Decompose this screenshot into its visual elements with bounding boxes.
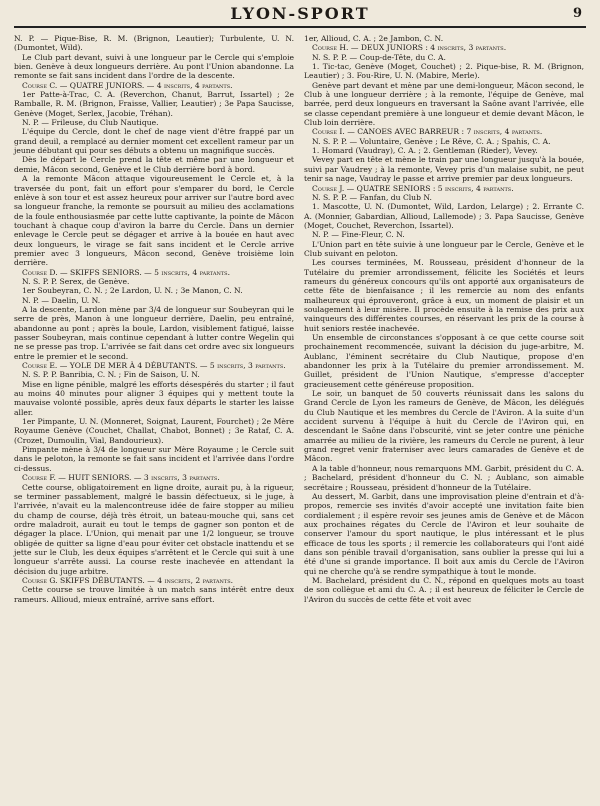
masthead: LYON-SPORT <box>230 4 370 23</box>
paragraph: Un ensemble de circonstances s'opposant à ce que cette course soit prochainement recommencée, suivant la décision du juge-arbitre, M. Aublanc, l'éminent secrétaire du Club Nautique, propose d'en abandonner les prix à la Tutélaire du premier arrondissement. M. Guillet, président de l'Union Nautique, s'empresse d'accepter gracieusement cette généreuse proposition. <box>304 333 584 389</box>
page-number: 9 <box>572 6 582 21</box>
paragraph: N. S. P. P. — Coup-de-Tête, du C. A. <box>312 52 446 62</box>
paragraph: Cette course, obligatoirement en ligne droite, aurait pu, à la rigueur, se terminer passablement, malgré le bassin défectueux, si le juge, à l'arrivée, n'avait eu la malencontreuse idée de faire stopper au milieu du champ de course, déjà très étroit, un bateau-mouche qui, sans cet ordre maladroit, aurait eu tout le temps de gagner son ponton et de dégager la place. L'Union, qui menait par une 1/2 longueur, se trouve obligée de quitter sa ligne d'eau pour éviter cet obstacle inattendu et se jette sur le Club, les deux équipes s'arrêtent et le Cercle qui suit à une longueur s'arrête aussi. La course reste inachevée en attendant la décision du juge arbitre. <box>14 482 294 576</box>
paragraph: N. P. — Daelin, U. N. <box>22 295 101 305</box>
paragraph: A la descente, Lardon mène par 3/4 de longueur sur Soubeyran qui le serre de près, Manon à une longueur derrière, Daelin, peu entraîné, abandonne au pont ; après la boule, Lardon, visiblement fatigué, laisse passer Soubeyran, mais continue cependant à lutter contre Wegelin qui ne se presse pas trop. L'arrivée se fait dans cet ordre avec six longueurs entre le premier et le second. <box>14 304 294 361</box>
right-column <box>304 34 584 604</box>
paragraph: A la remonte Mâcon attaque vigoureusement le Cercle et, à la traversée du pont, fait un effort pour s'emparer du bord, le Cercle enlève à son tour et est assez heureux pour arriver sur l'autre bord avec sa longueur franche, la remonte se poursuit au milieu des acclamations de la foule enthousiasmée par cette lutte captivante, la pointe de Mâcon touchant à chaque coup d'aviron la barre du Cercle. Dans un dernier enlevage le Cercle peut se dégager et arrive à la bouée en haut avec deux longueurs, le virage se fait sans incident et le Cercle arrive premier avec 3 longueurs, Mâcon second, Genève troisième loin derrière. <box>14 174 294 268</box>
course-heading: Course H. — DEUX JUNIORS : 4 inscrits, 3 partants. <box>312 43 507 53</box>
paragraph: Vevey part en tête et mène le train par une longueur jusqu'à la bouée, suivi par Vaudrey ; à la remonte, Vevey pris d'un malaise subit, ne peut tenir sa nage, Vaudray le passe et arrive premier par deux longueurs. <box>304 155 584 184</box>
course-heading: Course J. — QUATRE SENIORS : 5 inscrits, 4 partants. <box>312 183 514 193</box>
paragraph: A la table d'honneur, nous remarquons MM. Garbit, président du C. A. ; Bachelard, président d'honneur du C. N. ; Aublanc, son aimable secrétaire ; Rousseau, président d'honneur de la Tutélaire. <box>304 463 584 492</box>
paragraph: Les courses terminées, M. Rousseau, président d'honneur de la Tutélaire du premier arrondissement, félicite les Sociétés et leurs rameurs du généreux concours qu'ils ont apporté aux organisateurs de cette fête de bienfaisance ; il les remercie au nom des enfants malheureux qui éprouveront, grâce à eux, un moment de plaisir et un soulagement à leur misère. Il procède ensuite à la remise des prix aux vainqueurs des différentes courses, en réservant les prix de la course à huit seniors restée inachevée. <box>304 258 584 333</box>
paragraph: N. P. — Fine-Fleur, C. N. <box>312 230 405 240</box>
paragraph: Pimpante mène à 3/4 de longueur sur Mère Royaume ; le Cercle suit dans le peloton, la remonte se fait sans incident et l'arrivée dans l'ordre ci-dessus. <box>14 445 294 473</box>
paragraph: 1. Mascotte, U. N. (Dumontet, Wild, Lardon, Lelarge) ; 2. Errante C. A. (Monnier, Gabardian, Allioud, Lallemode) ; 3. Papa Saucisse, Genève (Moget, Couchet, Reverchon, Issartel). <box>304 202 584 230</box>
left-column <box>14 34 294 604</box>
paragraph: Genève part devant et mène par une demi-longueur, Mâcon second, le Club à une longueur derrière ; à la remonte, l'équipe de Genève, mal barrée, perd deux longueurs en traversant la Saône avant l'arrivée, elle se classe cependant première à une longueur et demie devant Mâcon, le Club loin derrière. <box>304 80 584 128</box>
paragraph: 1er Soubeyran, C. N. ; 2e Lardon, U. N. ; 3e Manon, C. N. <box>22 286 243 296</box>
paragraph: Le Club part devant, suivi à une longueur par le Cercle qui s'emploie bien. Genève à deux longueurs derrière. Au pont l'Union abandonne. La remonte se fait sans incident dans l'ordre de la descente. <box>14 52 294 81</box>
course-heading: Course I. — CANOES AVEC BARREUR : 7 inscrits, 4 partants. <box>312 127 543 137</box>
course-heading: Course G. SKIFFS DÉBUTANTS. — 4 inscrits, 2 partants. <box>22 575 234 585</box>
course-heading: Course E. — YOLE DE MER À 4 DÉBUTANTS. — 5 inscrits, 3 partants. <box>22 361 286 371</box>
paragraph: L'équipe du Cercle, dont le chef de nage vient d'être frappé par un grand deuil, a remplacé au dernier moment cet excellent rameur par un jeune débutant qui pour ses débuts a obtenu un magnifique succès. <box>14 127 294 156</box>
paragraph: L'Union part en tête suivie à une longueur par le Cercle, Genève et le Club suivant en peloton. <box>304 239 584 258</box>
paragraph: Le soir, un banquet de 50 couverts réunissait dans les salons du Grand Cercle de Lyon les rameurs de Genève, de Mâcon, les délégués du Club Nautique et les membres du Cercle de l'Aviron. A la suite d'un accident survenu à l'équipe à huit du Cercle de l'Aviron qui, en descendant le Saône dans l'obscurité, vint se jeter contre une péniche amarrée au milieu de la rivière, les rameurs du Cercle ne purent, à leur grand regret venir fraterniser avec leurs camarades de Genève et de Mâcon. <box>304 389 584 464</box>
paragraph: 1er Pimpante, U. N. (Monneret, Soignat, Laurent, Fourchet) ; 2e Mère Royaume Genève (Couchet, Challat, Chabot, Bonnet) ; 3e Rataf, C. A. (Crozet, Dumoulin, Vial, Bandourieux). <box>14 417 294 445</box>
paragraph: N. S. P. P. Serex, de Genève. <box>22 276 130 286</box>
paragraph: M. Bachelard, président du C. N., répond en quelques mots au toast de son collègue et ami du C. A. ; il est heureux de féliciter le Cercle de l'Aviron du succès de cette fête et voit avec <box>304 575 584 604</box>
paragraph: 1. Homard (Vaudray), C. A. ; 2. Gentleman (Rieder), Vevey. <box>312 146 538 156</box>
paragraph: Au dessert, M. Garbit, dans une improvisation pleine d'entrain et d'à-propos, remercie ses invités d'avoir accepté une invitation faite bien cordialement ; il espère revoir ses jeunes amis de Genève et de Mâcon aux prochaines régates du Cercle de l'Aviron et leur souhaite de conserver l'amour du sport nautique, le plus intéressant et le plus efficace de tous les sports ; il remercie les collaborateurs qui l'ont aidé dans son pénible travail d'organisation, sans oublier la presse qui lui a été d'une si grande importance. Il boit aux amis du Cercle de l'Aviron qui ne cherche qu'à se rendre sympathique à tout le monde. <box>304 491 584 576</box>
paragraph: 1. Tic-tac, Genève (Moget, Couchet) ; 2. Pique-bise, R. M. (Brignon, Leautier) ; 3. Fou-Rire, U. N. (Mabire, Merle). <box>304 62 584 81</box>
paragraph: N. S. P. P. — Fanfan, du Club N. <box>312 192 432 202</box>
course-heading: Course D. — SKIFFS SENIORS. — 5 inscrits, 4 partants. <box>22 267 230 277</box>
page-header <box>14 6 586 28</box>
paragraph: N. P. — Pique-Bise, R. M. (Brignon, Leautier); Turbulente, U. N. (Dumontet, Wild). <box>14 34 294 53</box>
paragraph: N. S. P. P. — Voluntaire, Genève ; Le Rêve, C. A. ; Spahis, C. A. <box>312 136 551 146</box>
paragraph: N. P. — Frileuse, du Club Nautique. <box>22 118 159 128</box>
article-columns <box>14 28 586 604</box>
paragraph: Mise en ligne pénible, malgré les efforts désespérés du starter ; il faut au moins 40 minutes pour aligner 3 équipes qui y mettent toute la mauvaise volonté possible, après deux faux départs le starter les laisse aller. <box>14 379 294 417</box>
paragraph: 1er, Allioud, C. A. ; 2e Jambon, C. N. <box>304 34 444 43</box>
course-heading: Course F. — HUIT SENIORS. — 3 inscrits, 3 partants. <box>22 473 220 483</box>
paragraph: Dès le départ le Cercle prend la tête et même par une longueur et demie, Mâcon second, Genève et le Club derrière bord à bord. <box>14 155 294 174</box>
paragraph: N. S. P. P. Banribia, C. N. ; Fin de Saison, U. N. <box>22 370 200 380</box>
paragraph: Cette course se trouve limitée à un match sans intérêt entre deux rameurs. Allioud, mieux entraîné, arrive sans effort. <box>14 585 294 604</box>
course-heading: Course C. — QUATRE JUNIORS. — 4 inscrits, 4 partants. <box>22 80 233 90</box>
paragraph: 1er Patte-à-Trac, C. A. (Reverchon, Chanut, Barrut, Issartel) ; 2e Ramballe, R. M. (Brignon, Fraisse, Vallier, Leautier) ; 3e Papa Saucisse, Genève (Moget, Serlex, Jacobie, Tréhan). <box>14 90 294 118</box>
